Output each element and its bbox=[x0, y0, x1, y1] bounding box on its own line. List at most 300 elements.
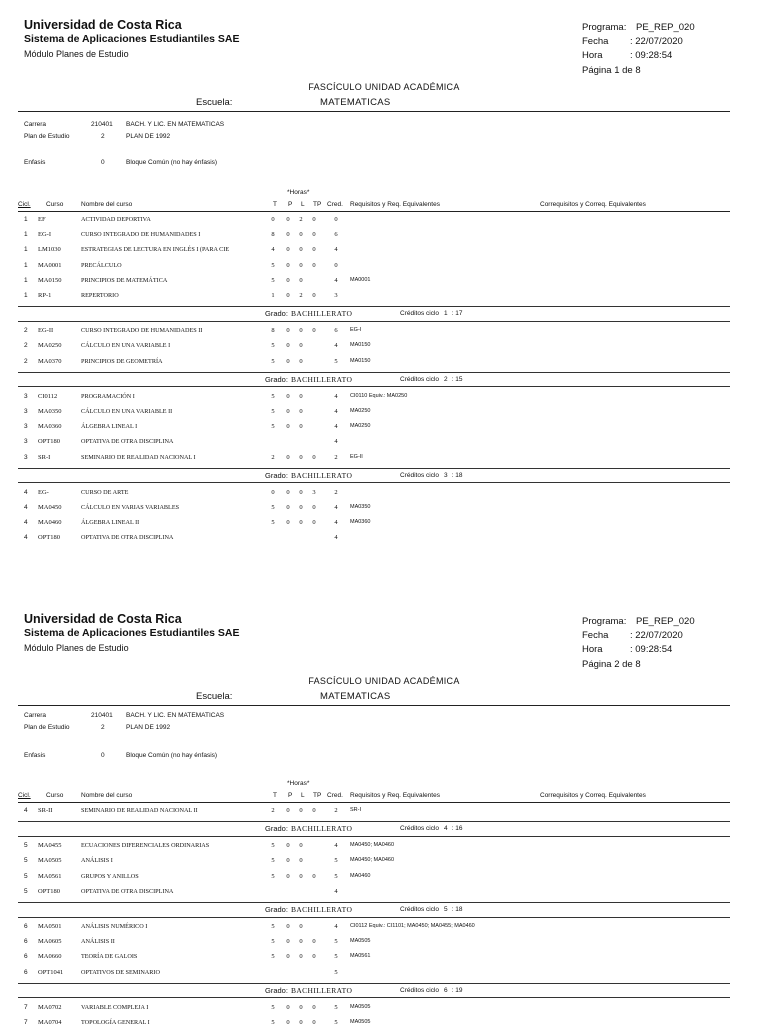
enfasis-label: Enfasis bbox=[24, 752, 46, 759]
escuela-value: MATEMATICAS bbox=[320, 691, 391, 702]
hours-tp: 0 bbox=[312, 1003, 316, 1011]
course-cycle: 1 bbox=[24, 276, 28, 284]
course-cycle: 3 bbox=[24, 392, 28, 400]
escuela-value: MATEMATICAS bbox=[320, 97, 391, 108]
course-code: OPT180 bbox=[38, 887, 61, 895]
programa-value: PE_REP_020 bbox=[636, 22, 695, 33]
course-cycle: 2 bbox=[24, 327, 28, 335]
columns-divider bbox=[18, 211, 730, 212]
hours-t: 5 bbox=[271, 276, 275, 284]
hours-l: 0 bbox=[299, 392, 303, 400]
creditos-cycle: 2 bbox=[444, 375, 448, 383]
hours-tp: 0 bbox=[312, 504, 316, 511]
course-code: MA0702 bbox=[38, 1003, 62, 1011]
course-name: SEMINARIO DE REALIDAD NACIONAL II bbox=[81, 807, 198, 814]
course-credits: 5 bbox=[334, 1003, 338, 1011]
enfasis-name: Bloque Común (no hay énfasis) bbox=[126, 159, 218, 166]
hours-l: 2 bbox=[299, 292, 303, 299]
hours-tp: 3 bbox=[312, 488, 316, 496]
hours-t: 5 bbox=[271, 357, 275, 365]
col-l: L bbox=[301, 792, 305, 799]
course-name: PRINCIPIOS DE MATEMÁTICA bbox=[81, 276, 168, 284]
hours-l: 0 bbox=[299, 357, 303, 365]
hours-p: 0 bbox=[286, 488, 290, 496]
course-code: MA0704 bbox=[38, 1019, 62, 1026]
system-title: Sistema de Aplicaciones Estudiantiles SAE bbox=[24, 627, 240, 639]
hours-tp: 0 bbox=[312, 453, 316, 461]
cycle-divider bbox=[18, 821, 730, 822]
col-nombre: Nombre del curso bbox=[81, 792, 133, 799]
course-credits: 4 bbox=[334, 504, 338, 511]
course-requisites: CI0112 Equiv.: CI1101; MA0450; MA0455; MA0460 bbox=[350, 923, 475, 929]
course-name: OPTATIVA DE OTRA DISCIPLINA bbox=[81, 887, 174, 895]
hours-l: 0 bbox=[299, 261, 303, 269]
course-credits: 4 bbox=[334, 923, 338, 930]
course-name: PRINCIPIOS DE GEOMETRÍA bbox=[81, 357, 163, 365]
hours-p: 0 bbox=[286, 938, 290, 946]
course-credits: 4 bbox=[334, 519, 338, 527]
course-code: MA0455 bbox=[38, 842, 62, 850]
grado-summary bbox=[265, 375, 352, 384]
hours-l: 0 bbox=[299, 423, 303, 431]
course-name: SEMINARIO DE REALIDAD NACIONAL I bbox=[81, 453, 196, 461]
course-code: MA0460 bbox=[38, 519, 62, 527]
hours-t: 5 bbox=[271, 857, 275, 865]
course-credits: 3 bbox=[334, 292, 338, 299]
hours-p: 0 bbox=[286, 423, 290, 431]
hours-t: 5 bbox=[271, 1019, 275, 1026]
hours-tp: 0 bbox=[312, 327, 316, 335]
col-t: T bbox=[273, 792, 277, 799]
course-code: SR-I bbox=[38, 453, 51, 461]
course-credits: 4 bbox=[334, 342, 338, 350]
hours-p: 0 bbox=[286, 392, 290, 400]
hora-label: Hora bbox=[582, 50, 603, 61]
course-credits: 5 bbox=[334, 357, 338, 365]
course-credits: 5 bbox=[334, 968, 338, 976]
course-cycle: 3 bbox=[24, 423, 28, 431]
hours-p: 0 bbox=[286, 276, 290, 284]
cycle-divider bbox=[18, 902, 730, 903]
hours-t: 5 bbox=[271, 408, 275, 415]
enfasis-code: 0 bbox=[101, 752, 105, 759]
module-title: Módulo Planes de Estudio bbox=[24, 643, 129, 653]
hora-value: : 09:28:54 bbox=[630, 50, 673, 61]
course-requisites: MA0250 bbox=[350, 408, 371, 414]
course-cycle: 5 bbox=[24, 842, 28, 850]
course-cycle: 4 bbox=[24, 504, 28, 511]
creditos-value: : 15 bbox=[451, 375, 463, 383]
grado-summary bbox=[265, 824, 352, 833]
hours-tp: 0 bbox=[312, 807, 316, 814]
course-credits: 4 bbox=[334, 842, 338, 850]
hours-l: 0 bbox=[299, 1003, 303, 1011]
course-cycle: 7 bbox=[24, 1003, 28, 1011]
hours-p: 0 bbox=[286, 953, 290, 961]
hours-p: 0 bbox=[286, 1003, 290, 1011]
course-credits: 0 bbox=[334, 216, 338, 223]
course-name: OPTATIVOS DE SEMINARIO bbox=[81, 968, 160, 976]
hours-l: 0 bbox=[299, 342, 303, 350]
hours-tp: 0 bbox=[312, 246, 316, 254]
course-cycle: 4 bbox=[24, 534, 28, 542]
course-cycle: 2 bbox=[24, 342, 28, 350]
course-credits: 4 bbox=[334, 408, 338, 415]
hours-t: 5 bbox=[271, 938, 275, 946]
cycle-divider bbox=[18, 372, 730, 373]
course-requisites: MA0001 bbox=[350, 276, 371, 283]
course-name: TOPOLOGÍA GENERAL I bbox=[81, 1019, 150, 1026]
hours-t: 8 bbox=[271, 327, 275, 335]
course-code: LM1030 bbox=[38, 246, 61, 254]
carrera-name: BACH. Y LIC. EN MATEMATICAS bbox=[126, 712, 225, 719]
grado-summary bbox=[265, 471, 352, 480]
hours-l: 0 bbox=[299, 276, 303, 284]
creditos-ciclo bbox=[400, 310, 462, 317]
hours-tp: 0 bbox=[312, 519, 316, 527]
carrera-label: Carrera bbox=[24, 712, 47, 719]
course-name: TEORÍA DE GALOIS bbox=[81, 953, 138, 961]
course-code: CI0112 bbox=[38, 392, 58, 400]
hours-p: 0 bbox=[286, 807, 290, 814]
hours-p: 0 bbox=[286, 923, 290, 930]
hours-t: 5 bbox=[271, 842, 275, 850]
course-credits: 4 bbox=[334, 887, 338, 895]
grado-label: Grado: bbox=[265, 374, 288, 384]
columns-divider bbox=[18, 802, 730, 803]
cycle-divider bbox=[18, 482, 730, 483]
hours-p: 0 bbox=[286, 357, 290, 365]
horas-group-header: *Horas* bbox=[287, 780, 310, 787]
hours-t: 5 bbox=[271, 519, 275, 527]
plan-code: 2 bbox=[101, 133, 105, 140]
fecha-value: : 22/07/2020 bbox=[630, 630, 683, 641]
report-page-2 bbox=[0, 594, 768, 1024]
course-credits: 5 bbox=[334, 872, 338, 880]
grado-summary bbox=[265, 986, 352, 995]
carrera-code: 210401 bbox=[91, 121, 113, 128]
course-cycle: 6 bbox=[24, 953, 28, 961]
col-requisitos: Requisitos y Req. Equivalentes bbox=[350, 201, 440, 208]
col-t: T bbox=[273, 201, 277, 208]
course-requisites: MA0250 bbox=[350, 423, 371, 430]
hours-l: 0 bbox=[299, 938, 303, 946]
hours-t: 5 bbox=[271, 953, 275, 961]
page-number: Página 2 de 8 bbox=[582, 659, 641, 670]
hours-p: 0 bbox=[286, 1019, 290, 1026]
col-requisitos: Requisitos y Req. Equivalentes bbox=[350, 792, 440, 799]
horas-group-header: *Horas* bbox=[287, 189, 310, 196]
grado-label: Grado: bbox=[265, 470, 288, 480]
cycle-divider bbox=[18, 321, 730, 322]
course-name: VARIABLE COMPLEJA I bbox=[81, 1003, 149, 1011]
course-credits: 6 bbox=[334, 231, 338, 239]
hours-t: 2 bbox=[271, 453, 275, 461]
course-code: SR-II bbox=[38, 807, 53, 814]
creditos-value: : 19 bbox=[451, 986, 463, 994]
hours-l: 0 bbox=[299, 807, 303, 814]
col-ciclo: Cicl. bbox=[18, 201, 31, 208]
course-code: EG-II bbox=[38, 327, 54, 335]
grado-label: Grado: bbox=[265, 824, 288, 834]
plan-name: PLAN DE 1992 bbox=[126, 724, 171, 731]
course-credits: 4 bbox=[334, 534, 338, 542]
hours-t: 1 bbox=[271, 292, 275, 299]
course-code: MA0501 bbox=[38, 923, 62, 930]
hours-p: 0 bbox=[286, 408, 290, 415]
fecha-label: Fecha bbox=[582, 630, 609, 641]
hours-l: 0 bbox=[299, 857, 303, 865]
escuela-label: Escuela: bbox=[196, 691, 233, 702]
course-code: MA0660 bbox=[38, 953, 62, 961]
hora-value: : 09:28:54 bbox=[630, 644, 673, 655]
creditos-label: Créditos ciclo bbox=[400, 471, 440, 479]
course-cycle: 5 bbox=[24, 857, 28, 865]
course-cycle: 3 bbox=[24, 408, 28, 415]
course-code: OPT1041 bbox=[38, 968, 64, 976]
course-requisites: EG-II bbox=[350, 453, 363, 460]
course-code: MA0561 bbox=[38, 872, 62, 880]
creditos-value: : 17 bbox=[451, 310, 463, 318]
course-credits: 2 bbox=[334, 453, 338, 461]
hours-t: 5 bbox=[271, 872, 275, 880]
hours-tp: 0 bbox=[312, 953, 316, 961]
creditos-ciclo bbox=[400, 825, 462, 832]
course-cycle: 3 bbox=[24, 453, 28, 461]
creditos-cycle: 1 bbox=[444, 310, 448, 318]
hours-p: 0 bbox=[286, 231, 290, 239]
col-tp: TP bbox=[313, 201, 322, 208]
programa-value: PE_REP_020 bbox=[636, 616, 695, 627]
col-correquisitos: Correquisitos y Correq. Equivalentes bbox=[540, 792, 646, 799]
hours-p: 0 bbox=[286, 872, 290, 880]
course-requisites: MA0150 bbox=[350, 342, 371, 349]
hours-tp: 0 bbox=[312, 231, 316, 239]
grado-label: Grado: bbox=[265, 985, 288, 995]
course-code: MA0350 bbox=[38, 408, 62, 415]
col-p: P bbox=[288, 792, 293, 799]
hours-l: 0 bbox=[299, 504, 303, 511]
creditos-cycle: 5 bbox=[444, 906, 448, 913]
grado-summary bbox=[265, 309, 352, 318]
course-requisites: MA0460 bbox=[350, 872, 371, 879]
course-name: ACTIVIDAD DEPORTIVA bbox=[81, 216, 151, 223]
hours-t: 8 bbox=[271, 231, 275, 239]
cycle-divider bbox=[18, 836, 730, 837]
course-credits: 4 bbox=[334, 423, 338, 431]
carrera-code: 210401 bbox=[91, 712, 113, 719]
creditos-label: Créditos ciclo bbox=[400, 986, 440, 994]
col-cred: Cred. bbox=[327, 201, 343, 208]
hours-l: 0 bbox=[299, 246, 303, 254]
fasciculo-title: FASCÍCULO UNIDAD ACADÉMICA bbox=[308, 676, 460, 686]
hours-tp: 0 bbox=[312, 292, 316, 299]
course-name: ANÁLISIS I bbox=[81, 857, 113, 865]
course-name: CÁLCULO EN UNA VARIABLE I bbox=[81, 342, 171, 350]
creditos-value: : 16 bbox=[451, 825, 463, 833]
course-cycle: 5 bbox=[24, 872, 28, 880]
course-requisites: MA0505 bbox=[350, 1019, 371, 1025]
course-requisites: MA0505 bbox=[350, 938, 371, 945]
creditos-cycle: 6 bbox=[444, 986, 448, 994]
fasciculo-title: FASCÍCULO UNIDAD ACADÉMICA bbox=[308, 82, 460, 92]
course-name: PROGRAMACIÓN I bbox=[81, 392, 135, 400]
programa-label: Programa: bbox=[582, 616, 627, 627]
hours-l: 0 bbox=[299, 842, 303, 850]
course-credits: 5 bbox=[334, 953, 338, 961]
course-name: ÁLGEBRA LINEAL II bbox=[81, 519, 140, 527]
hours-t: 5 bbox=[271, 1003, 275, 1011]
course-cycle: 1 bbox=[24, 246, 28, 254]
course-code: MA0250 bbox=[38, 342, 62, 350]
creditos-cycle: 3 bbox=[444, 471, 448, 479]
col-cred: Cred. bbox=[327, 792, 343, 799]
hours-l: 0 bbox=[299, 519, 303, 527]
course-name: CURSO DE ARTE bbox=[81, 488, 129, 496]
cycle-divider bbox=[18, 468, 730, 469]
course-requisites: MA0561 bbox=[350, 953, 371, 960]
course-requisites: MA0150 bbox=[350, 357, 371, 364]
course-name: ANÁLISIS II bbox=[81, 938, 115, 946]
hours-t: 0 bbox=[271, 216, 275, 223]
hours-p: 0 bbox=[286, 857, 290, 865]
carrera-name: BACH. Y LIC. EN MATEMATICAS bbox=[126, 121, 225, 128]
enfasis-name: Bloque Común (no hay énfasis) bbox=[126, 752, 218, 759]
course-cycle: 3 bbox=[24, 438, 28, 446]
hours-t: 4 bbox=[271, 246, 275, 254]
creditos-cycle: 4 bbox=[444, 825, 448, 833]
hours-p: 0 bbox=[286, 504, 290, 511]
header-divider bbox=[18, 705, 730, 706]
header-divider bbox=[18, 111, 730, 112]
creditos-ciclo bbox=[400, 376, 462, 383]
creditos-value: : 18 bbox=[451, 906, 463, 913]
grado-value: BACHILLERATO bbox=[290, 374, 353, 384]
hours-tp: 0 bbox=[312, 1019, 316, 1026]
hours-t: 5 bbox=[271, 261, 275, 269]
course-requisites: MA0360 bbox=[350, 519, 371, 526]
hours-t: 2 bbox=[271, 807, 275, 814]
col-curso: Curso bbox=[46, 201, 64, 208]
course-code: OPT180 bbox=[38, 438, 61, 446]
course-name: GRUPOS Y ANILLOS bbox=[81, 872, 139, 880]
course-credits: 5 bbox=[334, 1019, 338, 1026]
plan-name: PLAN DE 1992 bbox=[126, 133, 171, 140]
grado-value: BACHILLERATO bbox=[290, 824, 353, 834]
cycle-divider bbox=[18, 997, 730, 998]
course-name: OPTATIVA DE OTRA DISCIPLINA bbox=[81, 534, 174, 542]
course-name: REPERTORIO bbox=[81, 292, 119, 299]
col-ciclo: Cicl. bbox=[18, 792, 31, 799]
course-cycle: 4 bbox=[24, 807, 28, 814]
carrera-label: Carrera bbox=[24, 121, 47, 128]
enfasis-code: 0 bbox=[101, 159, 105, 166]
plan-label: Plan de Estudio bbox=[24, 133, 70, 140]
course-cycle: 5 bbox=[24, 887, 28, 895]
course-requisites: SR-I bbox=[350, 807, 361, 813]
course-code: MA0505 bbox=[38, 857, 62, 865]
hours-tp: 0 bbox=[312, 872, 316, 880]
course-requisites: MA0450; MA0460 bbox=[350, 857, 395, 864]
hours-p: 0 bbox=[286, 453, 290, 461]
course-name: PRECÁLCULO bbox=[81, 261, 122, 269]
course-requisites: MA0450; MA0460 bbox=[350, 842, 395, 849]
course-code: EG-I bbox=[38, 231, 51, 239]
course-credits: 6 bbox=[334, 327, 338, 335]
hours-p: 0 bbox=[286, 842, 290, 850]
hours-p: 0 bbox=[286, 246, 290, 254]
hours-l: 0 bbox=[299, 231, 303, 239]
module-title: Módulo Planes de Estudio bbox=[24, 49, 129, 59]
grado-value: BACHILLERATO bbox=[290, 470, 353, 480]
programa-label: Programa: bbox=[582, 22, 627, 33]
course-requisites: CI0110 Equiv.: MA0250 bbox=[350, 392, 408, 399]
course-cycle: 2 bbox=[24, 357, 28, 365]
escuela-label: Escuela: bbox=[196, 97, 233, 108]
course-requisites: MA0350 bbox=[350, 504, 371, 510]
grado-value: BACHILLERATO bbox=[290, 905, 353, 914]
hours-p: 0 bbox=[286, 519, 290, 527]
hours-t: 5 bbox=[271, 504, 275, 511]
col-correquisitos: Correquisitos y Correq. Equivalentes bbox=[540, 201, 646, 208]
hours-t: 0 bbox=[271, 488, 275, 496]
course-cycle: 6 bbox=[24, 968, 28, 976]
page-number: Página 1 de 8 bbox=[582, 65, 641, 76]
fecha-label: Fecha bbox=[582, 36, 609, 47]
course-name: CÁLCULO EN UNA VARIABLE II bbox=[81, 408, 173, 415]
course-name: CURSO INTEGRADO DE HUMANIDADES II bbox=[81, 327, 203, 335]
creditos-ciclo bbox=[400, 987, 462, 994]
course-requisites: MA0505 bbox=[350, 1003, 371, 1010]
course-requisites: EG-I bbox=[350, 327, 362, 334]
hours-p: 0 bbox=[286, 261, 290, 269]
hours-p: 0 bbox=[286, 327, 290, 335]
hours-tp: 0 bbox=[312, 938, 316, 946]
creditos-label: Créditos ciclo bbox=[400, 310, 440, 318]
hours-tp: 0 bbox=[312, 261, 316, 269]
course-credits: 0 bbox=[334, 261, 338, 269]
course-code: MA0450 bbox=[38, 504, 62, 511]
course-name: OPTATIVA DE OTRA DISCIPLINA bbox=[81, 438, 174, 446]
cycle-divider bbox=[18, 983, 730, 984]
course-cycle: 4 bbox=[24, 488, 28, 496]
course-name: CÁLCULO EN VARIAS VARIABLES bbox=[81, 504, 180, 511]
enfasis-label: Enfasis bbox=[24, 159, 46, 166]
course-cycle: 1 bbox=[24, 261, 28, 269]
hours-l: 0 bbox=[299, 408, 303, 415]
course-credits: 5 bbox=[334, 857, 338, 865]
course-name: ECUACIONES DIFERENCIALES ORDINARIAS bbox=[81, 842, 210, 850]
grado-summary bbox=[265, 905, 352, 914]
course-code: MA0370 bbox=[38, 357, 62, 365]
grado-label: Grado: bbox=[265, 905, 288, 914]
course-cycle: 1 bbox=[24, 216, 28, 223]
cycle-divider bbox=[18, 917, 730, 918]
hours-l: 2 bbox=[299, 216, 303, 223]
hours-t: 5 bbox=[271, 423, 275, 431]
col-curso: Curso bbox=[46, 792, 64, 799]
course-cycle: 4 bbox=[24, 519, 28, 527]
creditos-label: Créditos ciclo bbox=[400, 825, 440, 833]
course-name: ESTRATEGIAS DE LECTURA EN INGLÉS I (PARA CIE bbox=[81, 246, 230, 254]
course-code: MA0360 bbox=[38, 423, 62, 431]
cycle-divider bbox=[18, 386, 730, 387]
system-title: Sistema de Aplicaciones Estudiantiles SAE bbox=[24, 33, 240, 45]
course-code: RP-1 bbox=[38, 292, 52, 299]
hours-t: 5 bbox=[271, 923, 275, 930]
hours-l: 0 bbox=[299, 953, 303, 961]
hours-l: 0 bbox=[299, 453, 303, 461]
